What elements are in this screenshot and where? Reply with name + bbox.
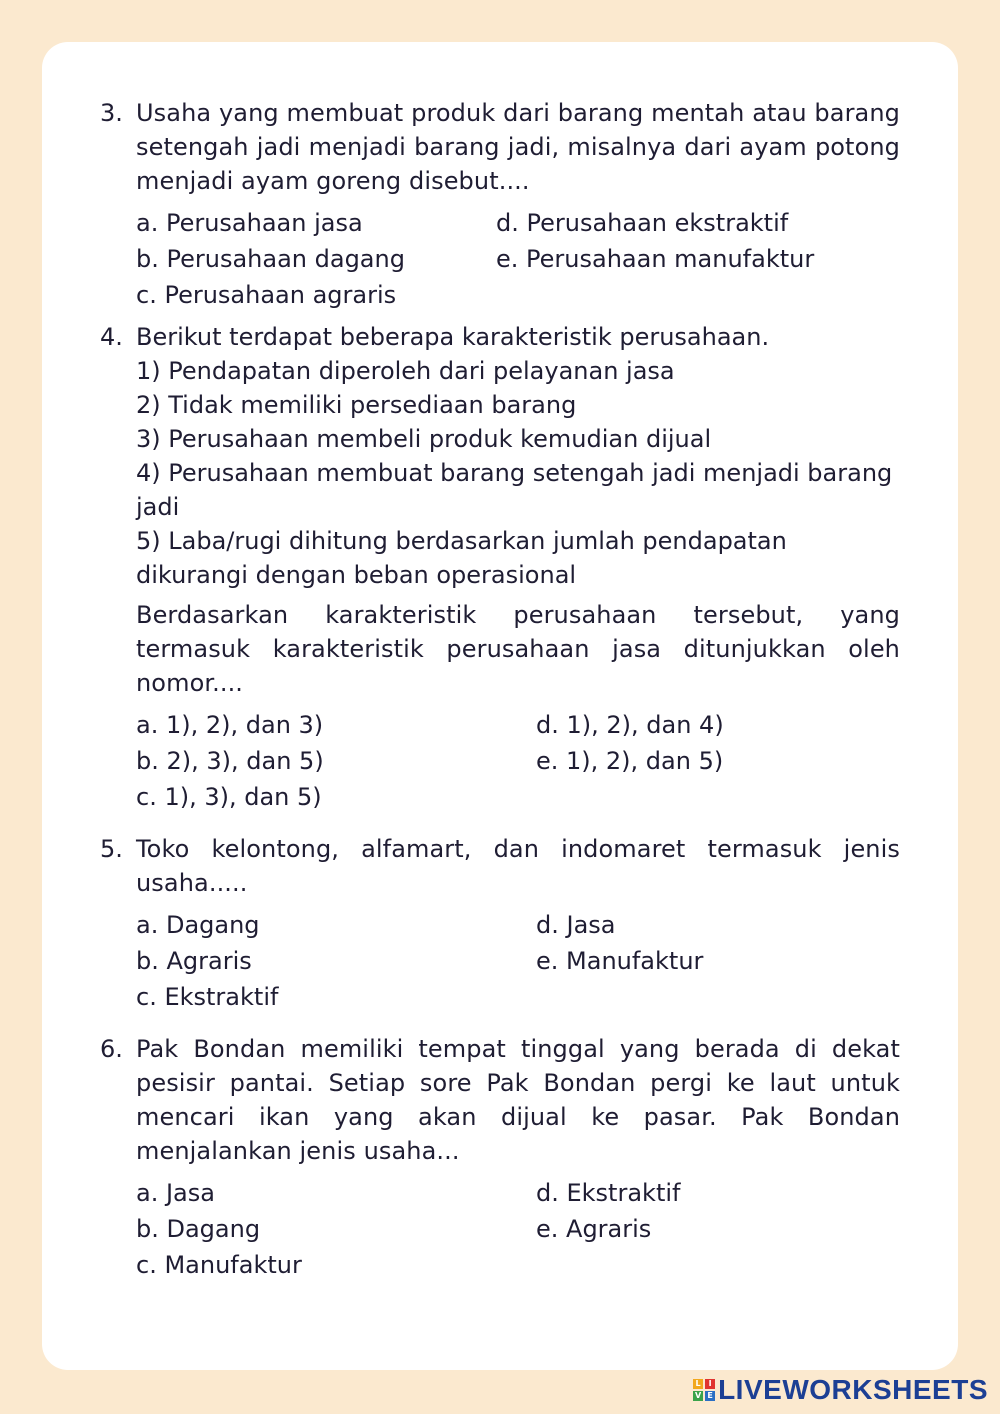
worksheet-content [100, 96, 900, 1282]
question-text: Berikut terdapat beberapa karakteristik perusahaan. [136, 323, 770, 351]
question-number: 3. [100, 99, 123, 127]
option-e[interactable]: e. Agraris [536, 1215, 652, 1243]
characteristic-item: 5) Laba/rugi dihitung berdasarkan jumlah pendapatan dikurangi dengan beban operasional [136, 527, 787, 589]
answer-options [136, 206, 900, 312]
question-5 [100, 832, 900, 1014]
logo-tile: E [705, 1391, 715, 1401]
option-a[interactable]: a. Dagang [136, 911, 260, 939]
question-3 [100, 96, 900, 312]
option-c[interactable]: c. Ekstraktif [136, 983, 279, 1011]
option-e[interactable]: e. 1), 2), dan 5) [536, 747, 724, 775]
option-a[interactable]: a. Perusahaan jasa [136, 209, 363, 237]
question-text: Toko kelontong, alfamart, dan indomaret termasuk jenis usaha..... [136, 835, 900, 897]
option-d[interactable]: d. 1), 2), dan 4) [536, 711, 724, 739]
question-number: 5. [100, 835, 123, 863]
option-a[interactable]: a. 1), 2), dan 3) [136, 711, 324, 739]
question-number: 4. [100, 323, 123, 351]
option-d[interactable]: d. Ekstraktif [536, 1179, 681, 1207]
option-e[interactable]: e. Perusahaan manufaktur [496, 245, 815, 273]
option-c[interactable]: c. Manufaktur [136, 1251, 302, 1279]
option-b[interactable]: b. Dagang [136, 1215, 261, 1243]
logo-tile: V [694, 1391, 702, 1400]
option-e[interactable]: e. Manufaktur [536, 947, 704, 975]
characteristic-item: 2) Tidak memiliki persediaan barang [136, 391, 577, 419]
logo-tile: I [705, 1379, 715, 1389]
question-number: 6. [100, 1035, 123, 1063]
question-prompt: Berdasarkan karakteristik perusahaan tersebut, yang termasuk karakteristik perusahaan jasa ditunjukkan oleh nomor.... [136, 601, 900, 697]
option-b[interactable]: b. Agraris [136, 947, 252, 975]
option-d[interactable]: d. Perusahaan ekstraktif [496, 209, 789, 237]
liveworksheets-footer [693, 1374, 988, 1406]
option-b[interactable]: b. 2), 3), dan 5) [136, 747, 324, 775]
characteristic-item: 4) Perusahaan membuat barang setengah jadi menjadi barang jadi [136, 459, 893, 521]
question-text: Pak Bondan memiliki tempat tinggal yang berada di dekat pesisir pantai. Setiap sore Pak Bondan pergi ke laut untuk mencari ikan yang akan dijual ke pasar. Pak Bondan menjalankan jenis usaha... [136, 1035, 900, 1165]
answer-options [136, 908, 900, 1014]
brand-name: LIVEWORKSHEETS [718, 1374, 988, 1405]
answer-options [136, 708, 900, 814]
liveworksheets-logo-icon [693, 1379, 715, 1401]
question-6 [100, 1032, 900, 1282]
characteristic-item: 1) Pendapatan diperoleh dari pelayanan jasa [136, 357, 675, 385]
option-a[interactable]: a. Jasa [136, 1179, 215, 1207]
option-c[interactable]: c. Perusahaan agraris [136, 281, 397, 309]
option-c[interactable]: c. 1), 3), dan 5) [136, 783, 322, 811]
question-4 [100, 320, 900, 814]
answer-options [136, 1176, 900, 1282]
question-text: Usaha yang membuat produk dari barang mentah atau barang setengah jadi menjadi barang jadi, misalnya dari ayam potong menjadi ayam goreng disebut.... [136, 99, 900, 195]
option-d[interactable]: d. Jasa [536, 911, 616, 939]
characteristic-item: 3) Perusahaan membeli produk kemudian dijual [136, 425, 712, 453]
option-b[interactable]: b. Perusahaan dagang [136, 245, 405, 273]
logo-tile: L [693, 1379, 703, 1389]
